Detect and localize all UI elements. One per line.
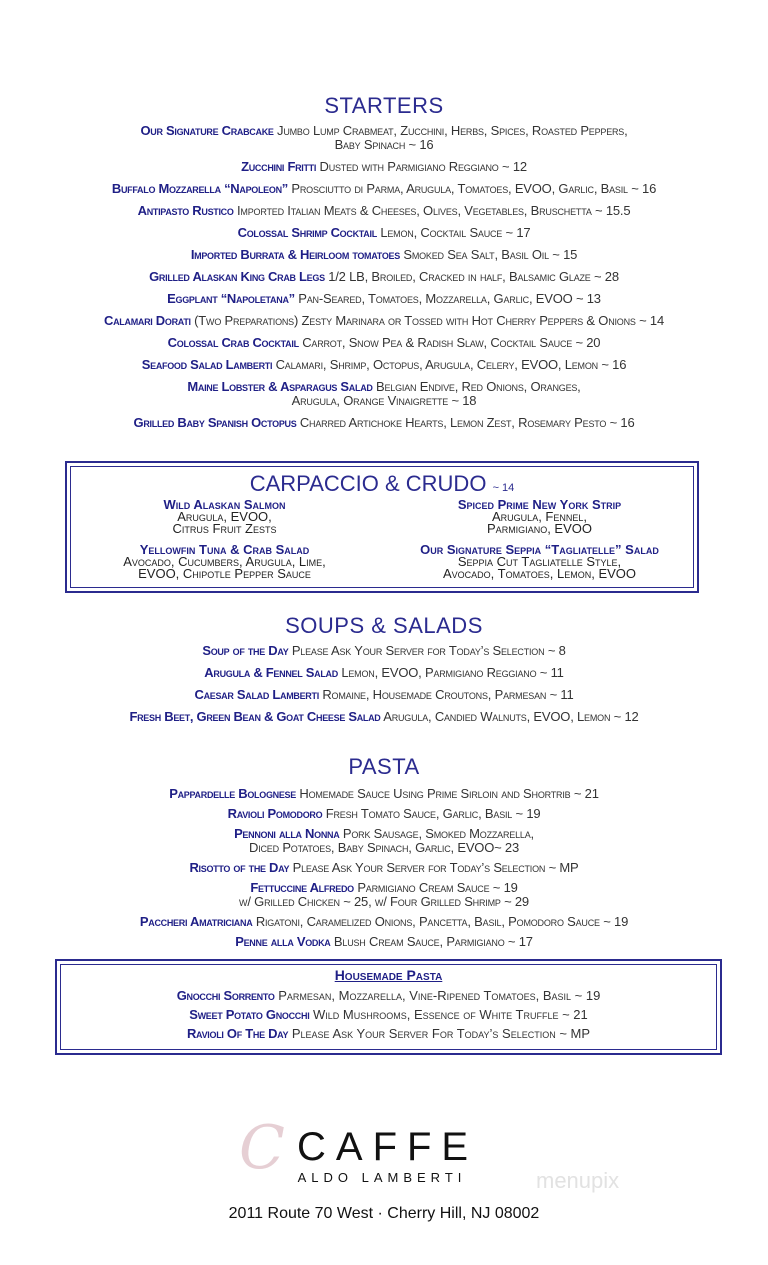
- menu-item: [0, 688, 768, 702]
- item-description: (Two Preparations) Zesty Marinara or Tossed with Hot Cherry Peppers & Onions ~ 14: [194, 313, 664, 328]
- item-name: Pennoni alla Nonna: [234, 826, 340, 841]
- menu-item: [0, 827, 768, 855]
- item-description: Citrus Fruit Zests: [172, 521, 277, 536]
- menu-item: [0, 881, 768, 909]
- item-description: Charred Artichoke Hearts, Lemon Zest, Rosemary Pesto ~ 16: [299, 415, 635, 430]
- crudo-title: CARPACCIO & CRUDO: [249, 471, 487, 496]
- item-description-line2: w/ Grilled Chicken ~ 25, w/ Four Grilled Shrimp ~ 29: [239, 894, 529, 909]
- item-description: Parmesan, Mozzarella, Vine-Ripened Tomatoes, Basil ~ 19: [278, 988, 601, 1003]
- item-description: Blush Cream Sauce, Parmigiano ~ 17: [333, 934, 533, 949]
- item-name: Risotto of the Day: [189, 860, 290, 875]
- item-description: Parmigiano Cream Sauce ~ 19: [357, 880, 518, 895]
- item-name: Calamari Dorati: [104, 313, 191, 328]
- crudo-grid: [67, 499, 697, 589]
- soups-title: SOUPS & SALADS: [285, 613, 483, 638]
- item-description: Homemade Sauce Using Prime Sirloin and Shortrib ~ 21: [299, 786, 599, 801]
- item-description: Avocado, Tomatoes, Lemon, EVOO: [442, 566, 637, 581]
- item-name: Colossal Shrimp Cocktail: [237, 225, 377, 240]
- crudo-item: [382, 499, 697, 535]
- item-description: Seppia Cut Tagliatelle Style,: [457, 554, 622, 569]
- item-description: Lemon, Cocktail Sauce ~ 17: [380, 225, 531, 240]
- menu-item: [0, 270, 768, 284]
- menu-item: [0, 226, 768, 240]
- item-description: Imported Italian Meats & Cheeses, Olives, Vegetables, Bruschetta ~ 15.5: [237, 203, 631, 218]
- crudo-item: [382, 544, 697, 580]
- menu-item: [0, 416, 768, 430]
- caffe-aldo-lamberti-logo: [239, 1112, 479, 1200]
- item-description-line2: Baby Spinach ~ 16: [334, 137, 434, 152]
- item-description: Pork Sausage, Smoked Mozzarella,: [342, 826, 534, 841]
- crudo-price: ~ 14: [492, 482, 515, 494]
- menu-item: [0, 935, 768, 949]
- item-description: Calamari, Shrimp, Octopus, Arugula, Celery, EVOO, Lemon ~ 16: [275, 357, 627, 372]
- housemade-pasta-box: [55, 959, 722, 1055]
- crudo-heading: [67, 471, 697, 497]
- item-description: Parmigiano, EVOO: [487, 521, 592, 536]
- item-description: Avocado, Cucumbers, Arugula, Lime,: [123, 554, 326, 569]
- housemade-list: [57, 989, 720, 1041]
- item-name: Our Signature Seppia “Tagliatelle” Salad: [420, 542, 659, 557]
- starters-list: [0, 124, 768, 438]
- item-name: Caesar Salad Lamberti: [194, 687, 319, 702]
- menu-item: [57, 1027, 720, 1041]
- housemade-title: Housemade Pasta: [334, 967, 443, 983]
- item-name: Zucchini Fritti: [241, 159, 317, 174]
- item-name: Paccheri Amatriciana: [139, 914, 253, 929]
- item-name: Eggplant “Napoletana”: [167, 291, 295, 306]
- logo-word: CAFFE: [297, 1125, 479, 1169]
- item-name: Soup of the Day: [202, 643, 289, 658]
- item-name: Seafood Salad Lamberti: [141, 357, 273, 372]
- item-name: Ravioli Of The Day: [186, 1026, 289, 1041]
- item-name: Colossal Crab Cocktail: [167, 335, 299, 350]
- item-description-line2: Diced Potatoes, Baby Spinach, Garlic, EVOO~ 23: [249, 840, 519, 855]
- item-description: 1/2 LB, Broiled, Cracked in half, Balsamic Glaze ~ 28: [328, 269, 619, 284]
- item-name: Sweet Potato Gnocchi: [189, 1007, 310, 1022]
- menu-item: [0, 666, 768, 680]
- item-name: Ravioli Pomodoro: [227, 806, 323, 821]
- item-description: Wild Mushrooms, Essence of White Truffle ~ 21: [313, 1007, 588, 1022]
- soups-list: [0, 644, 768, 732]
- item-name: Pappardelle Bolognese: [169, 786, 296, 801]
- pasta-list: [0, 787, 768, 955]
- item-name: Our Signature Crabcake: [140, 123, 274, 138]
- item-description: Dusted with Parmigiano Reggiano ~ 12: [319, 159, 527, 174]
- item-name: Imported Burrata & Heirloom tomatoes: [190, 247, 400, 262]
- item-name: Grilled Baby Spanish Octopus: [133, 415, 297, 430]
- menu-item: [0, 644, 768, 658]
- menu-item: [0, 314, 768, 328]
- item-name: Grilled Alaskan King Crab Legs: [149, 269, 325, 284]
- item-description: Please Ask Your Server for Today’s Selection ~ 8: [291, 643, 566, 658]
- menu-item: [0, 182, 768, 196]
- menu-item: [0, 124, 768, 152]
- item-description: Carrot, Snow Pea & Radish Slaw, Cocktail Sauce ~ 20: [302, 335, 601, 350]
- item-name: Antipasto Rustico: [137, 203, 234, 218]
- menu-item: [57, 989, 720, 1003]
- item-description: Arugula, Candied Walnuts, EVOO, Lemon ~ 12: [383, 709, 639, 724]
- menu-item: [0, 710, 768, 724]
- item-description: Prosciutto di Parma, Arugula, Tomatoes, EVOO, Garlic, Basil ~ 16: [291, 181, 657, 196]
- menu-item: [0, 248, 768, 262]
- item-name: Fettuccine Alfredo: [250, 880, 354, 895]
- item-name: Wild Alaskan Salmon: [163, 497, 286, 512]
- logo-monogram: C: [239, 1113, 285, 1183]
- menu-item: [0, 160, 768, 174]
- item-name: Arugula & Fennel Salad: [204, 665, 338, 680]
- item-description: Arugula, Fennel,: [492, 509, 587, 524]
- menu-item: [0, 915, 768, 929]
- item-name: Buffalo Mozzarella “Napoleon”: [111, 181, 288, 196]
- logo-subtitle: ALDO LAMBERTI: [297, 1170, 467, 1185]
- item-name: Penne alla Vodka: [235, 934, 331, 949]
- menu-item: [0, 336, 768, 350]
- item-name: Gnocchi Sorrento: [176, 988, 275, 1003]
- item-description: Rigatoni, Caramelized Onions, Pancetta, Basil, Pomodoro Sauce ~ 19: [255, 914, 629, 929]
- crudo-item: [67, 544, 382, 580]
- menupix-watermark: menupix: [536, 1168, 620, 1193]
- item-description: Smoked Sea Salt, Basil Oil ~ 15: [403, 247, 578, 262]
- item-description: Romaine, Housemade Croutons, Parmesan ~ 11: [322, 687, 574, 702]
- item-description: Lemon, EVOO, Parmigiano Reggiano ~ 11: [341, 665, 564, 680]
- item-description: EVOO, Chipotle Pepper Sauce: [138, 566, 311, 581]
- menu-item: [0, 204, 768, 218]
- menu-item: [0, 787, 768, 801]
- item-name: Fresh Beet, Green Bean & Goat Cheese Salad: [129, 709, 381, 724]
- item-description: Arugula, EVOO,: [177, 509, 272, 524]
- menu-item: [0, 380, 768, 408]
- item-name: Spiced Prime New York Strip: [457, 497, 622, 512]
- pasta-title: PASTA: [348, 754, 420, 779]
- item-description: Please Ask Your Server For Today’s Selection ~ MP: [291, 1026, 591, 1041]
- crudo-item: [67, 499, 382, 535]
- item-name: Maine Lobster & Asparagus Salad: [187, 379, 373, 394]
- starters-title: STARTERS: [324, 93, 444, 118]
- menu-item: [0, 861, 768, 875]
- item-description-line2: Arugula, Orange Vinaigrette ~ 18: [291, 393, 477, 408]
- item-description: Belgian Endive, Red Onions, Oranges,: [376, 379, 581, 394]
- item-description: Please Ask Your Server for Today’s Selection ~ MP: [292, 860, 579, 875]
- menu-item: [0, 807, 768, 821]
- item-name: Yellowfin Tuna & Crab Salad: [139, 542, 310, 557]
- item-description: Fresh Tomato Sauce, Garlic, Basil ~ 19: [325, 806, 541, 821]
- carpaccio-crudo-box: [65, 461, 699, 593]
- menu-item: [57, 1008, 720, 1022]
- menu-item: [0, 292, 768, 306]
- address: 2011 Route 70 West · Cherry Hill, NJ 08002: [228, 1205, 540, 1222]
- item-description: Pan-Seared, Tomatoes, Mozzarella, Garlic, EVOO ~ 13: [298, 291, 601, 306]
- item-description: Jumbo Lump Crabmeat, Zucchini, Herbs, Spices, Roasted Peppers,: [277, 123, 628, 138]
- menu-item: [0, 358, 768, 372]
